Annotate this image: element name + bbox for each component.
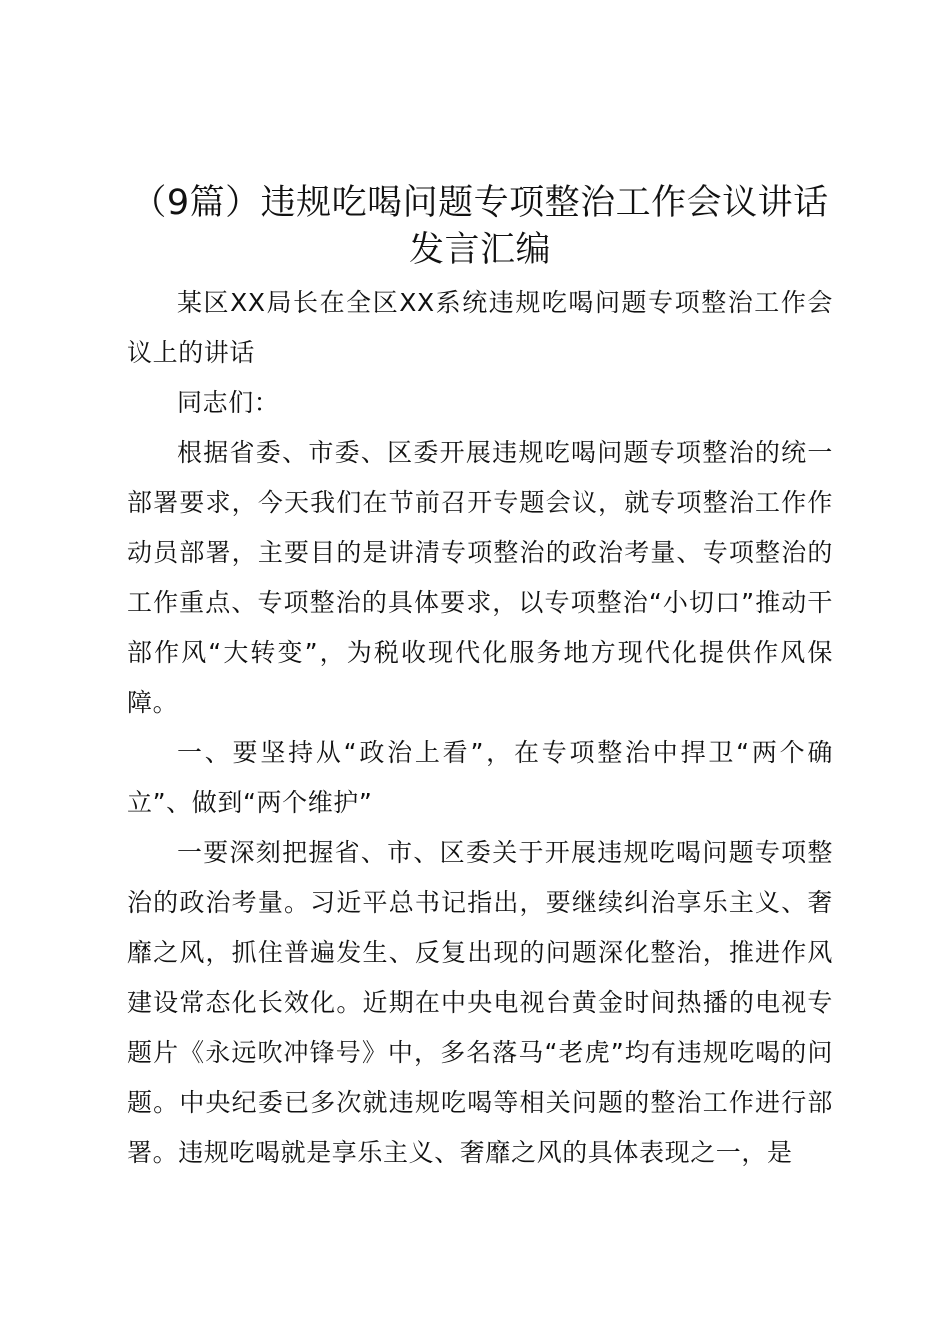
document-body bbox=[127, 180, 833, 1178]
speech-heading: 某区XX局长在全区XX系统违规吃喝问题专项整治工作会议上的讲话 bbox=[127, 288, 833, 367]
section-heading-1: 一、要坚持从“政治上看”，在专项整治中捍卫“两个确立”、做到“两个维护” bbox=[127, 738, 833, 817]
salutation: 同志们： bbox=[177, 388, 280, 417]
body-paragraph-1: 一要深刻把握省、市、区委关于开展违规吃喝问题专项整治的政治考量。习近平总书记指出，要继续纠治享乐主义、奢靡之风，抓住普遍发生、反复出现的问题深化整治，推进作风建设常态化长效化。近期在中央电视台黄金时间热播的电视专题片《永远吹冲锋号》中，多名落马“老虎”均有违规吃喝的问题。中央纪委已多次就违规吃喝等相关问题的整治工作进行部署。违规吃喝就是享乐主义、奢靡之风的具体表现之一，是 bbox=[127, 838, 833, 1167]
document-title: （9篇）违规吃喝问题专项整治工作会议讲话发言汇编 bbox=[131, 183, 829, 270]
body-paragraph-intro: 根据省委、市委、区委开展违规吃喝问题专项整治的统一部署要求，今天我们在节前召开专题会议，就专项整治工作作动员部署，主要目的是讲清专项整治的政治考量、专项整治的工作重点、专项整治的具体要求，以专项整治“小切口”推动干部作风“大转变”，为税收现代化服务地方现代化提供作风保障。 bbox=[127, 438, 833, 717]
